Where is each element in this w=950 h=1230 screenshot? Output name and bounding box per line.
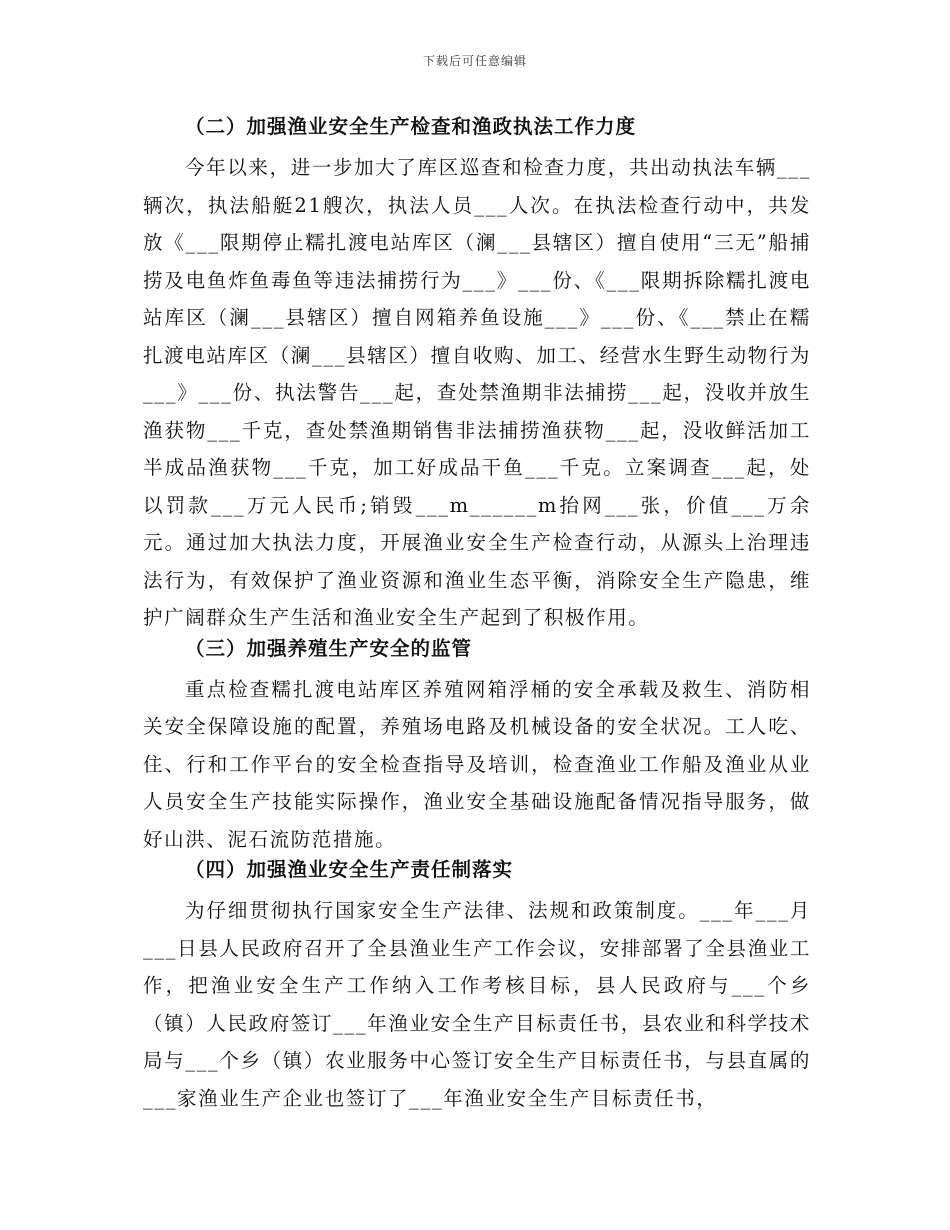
page-header-note: 下载后可任意编辑: [422, 54, 527, 68]
section-paragraph-2: 今年以来，进一步加大了库区巡查和检查力度，共出动执法车辆___辆次，执法船艇21艘次，执法人员___人次。在执法检查行动中，共发放《___限期停止糯扎渡电站库区（澜___县辖区）擅自使用“三无”船捕捞及电鱼炸鱼毒鱼等违法捕捞行为___》___份、《___限期拆除糯扎渡电站库区（澜___县辖区）擅自网箱养鱼设施___》___份、《___禁止在糯扎渡电站库区（澜___县辖区）擅自收购、加工、经营水生野生动物行为___》___份、执法警告___起，查处禁渔期非法捕捞___起，没收并放生渔获物___千克，查处禁渔期销售非法捕捞渔获物___起，没收鲜活加工半成品渔获物___千克，加工好成品干鱼___千克。立案调查___起，处以罚款___万元人民币;销毁___m______m抬网___张，价值___万余元。通过加大执法力度，开展渔业安全生产检查行动，从源头上治理违法行为，有效保护了渔业资源和渔业生态平衡，消除安全生产隐患，维护广阔群众生产生活和渔业安全生产起到了积极作用。: [143, 156, 811, 629]
document-body: [143, 112, 811, 1117]
section-paragraph-4: 为仔细贯彻执行国家安全生产法律、法规和政策制度。___年___月___日县人民政府召开了全县渔业生产工作会议，安排部署了全县渔业工作，把渔业安全生产工作纳入工作考核目标，县人民政府与___个乡（镇）人民政府签订___年渔业安全生产目标责任书，县农业和科学技术局与___个乡（镇）农业服务中心签订安全生产目标责任书，与县直属的___家渔业生产企业也签订了___年渔业安全生产目标责任书，: [143, 899, 811, 1110]
section-heading-2: （二）加强渔业安全生产检查和渔政执法工作力度: [185, 115, 637, 138]
section-heading-4: （四）加强渔业安全生产责任制落实: [185, 858, 514, 881]
section-paragraph-3: 重点检查糯扎渡电站库区养殖网箱浮桶的安全承载及救生、消防相关安全保障设施的配置，养殖场电路及机械设备的安全状况。工人吃、住、行和工作平台的安全检查指导及培训，检查渔业工作船及渔业从业人员安全生产技能实际操作，渔业安全基础设施配备情况指导服务，做好山洪、泥石流防范措施。: [143, 677, 811, 851]
section-heading-3: （三）加强养殖生产安全的监管: [185, 636, 473, 660]
